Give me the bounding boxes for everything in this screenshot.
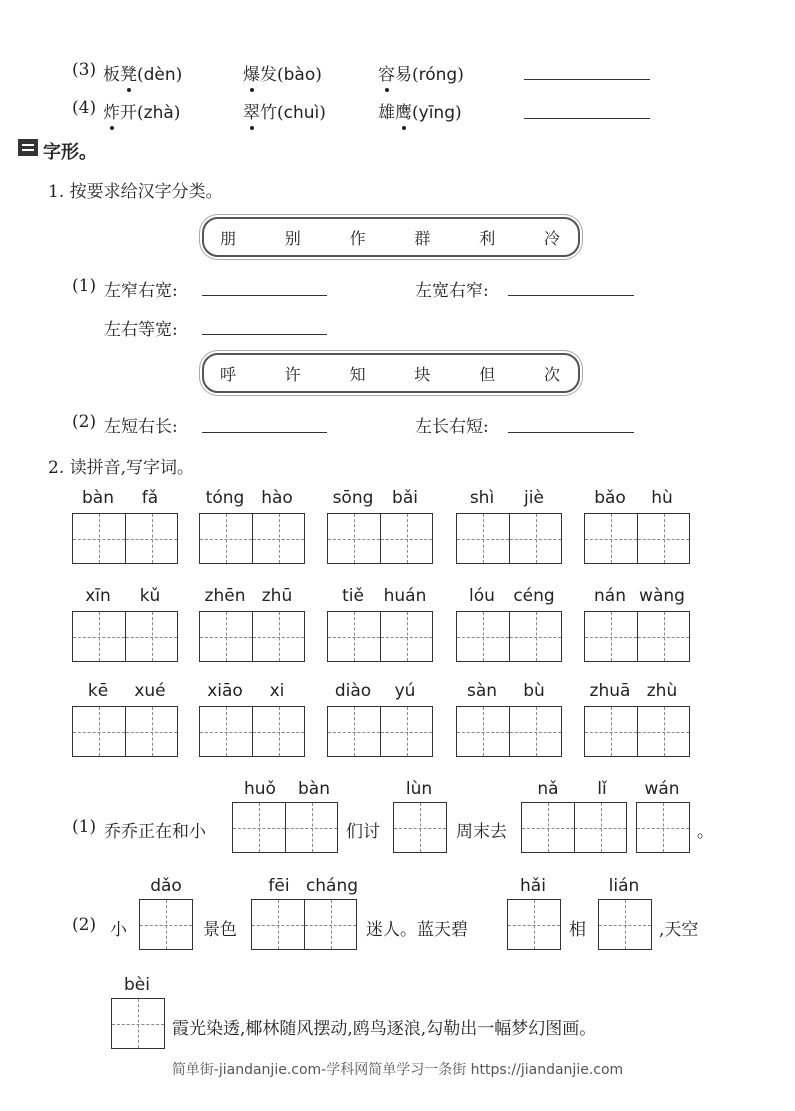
s2-text-5: ,天空 — [659, 920, 699, 940]
word-writing-box[interactable] — [456, 706, 562, 757]
word-pinyin: bàn — [82, 488, 114, 508]
word-pinyin: jiè — [524, 488, 544, 508]
cloud-char: 别 — [284, 228, 303, 248]
s2-pinyin-4: lián — [608, 876, 640, 896]
word-pinyin: tiě — [342, 586, 364, 606]
s2-pinyin-2b: cháng — [305, 876, 359, 896]
word-writing-box[interactable] — [584, 513, 690, 564]
word-pinyin: zhēn — [204, 586, 246, 606]
word-pinyin: wàng — [639, 586, 685, 606]
answer-line-p1b[interactable] — [508, 295, 634, 296]
word-pinyin: zhuā — [589, 681, 631, 701]
q2-title: 2. 读拼音,写字词。 — [48, 458, 195, 478]
word-pinyin: yú — [394, 681, 416, 701]
cloud-char: 利 — [479, 228, 498, 248]
s2-text-6: 霞光染透,椰林随风摆动,鸥鸟逐浪,勾勒出一幅梦幻图画。 — [172, 1019, 597, 1039]
s1-num: (1) — [72, 817, 97, 837]
cloud-char: 作 — [349, 228, 368, 248]
s1-box-1[interactable] — [232, 802, 338, 853]
word-pinyin: bù — [523, 681, 545, 701]
s2-text-1: 小 — [110, 920, 127, 940]
answer-line-p2a[interactable] — [202, 432, 327, 433]
word-pinyin: kǔ — [139, 586, 161, 606]
cloud-char: 但 — [479, 364, 498, 384]
q1-part2-label-a: 左短右长: — [104, 417, 178, 437]
word-pinyin: céng — [513, 586, 555, 606]
word-pinyin: hù — [651, 488, 673, 508]
row-3-num: (3) — [72, 60, 97, 80]
word-writing-box[interactable] — [72, 513, 178, 564]
cloud-char: 呼 — [220, 364, 239, 384]
word-pinyin: tóng — [205, 488, 245, 508]
char-cloud-2 — [202, 353, 580, 393]
word-pinyin: fǎ — [141, 488, 159, 508]
word-pinyin: sōng — [332, 488, 374, 508]
word-writing-box[interactable] — [199, 513, 305, 564]
s1-box-4[interactable] — [636, 802, 690, 853]
s2-text-4: 相 — [569, 920, 586, 940]
footer: 简单街-jiandanjie.com-学科网简单学习一条街 https://jiandanjie.com — [171, 1062, 624, 1078]
word-writing-box[interactable] — [584, 611, 690, 662]
cloud-char: 块 — [414, 364, 433, 384]
row-4-item-1: 炸开(zhà) — [103, 103, 181, 123]
s1-pinyin-1a: huǒ — [244, 779, 276, 799]
s2-box-1[interactable] — [139, 899, 193, 950]
word-pinyin: zhū — [261, 586, 293, 606]
s1-text-3: 周末去 — [456, 822, 507, 842]
s1-text-2: 们讨 — [346, 822, 380, 842]
s2-num: (2) — [72, 915, 97, 935]
word-pinyin: sàn — [466, 681, 498, 701]
row-3-item-2: 爆发(bào) — [243, 65, 322, 85]
s2-pinyin-1: dǎo — [150, 876, 182, 896]
word-pinyin: bǎi — [392, 488, 418, 508]
word-pinyin: lóu — [469, 586, 495, 606]
s2-box-5[interactable] — [111, 998, 165, 1049]
cloud-char: 朋 — [220, 228, 239, 248]
s2-box-4[interactable] — [598, 899, 652, 950]
cloud-char: 许 — [284, 364, 303, 384]
word-pinyin: xīn — [85, 586, 111, 606]
word-pinyin: bǎo — [594, 488, 626, 508]
s1-pinyin-3a: nǎ — [537, 779, 559, 799]
s2-text-2: 景色 — [203, 920, 237, 940]
row-3-item-1: 板凳(dèn) — [103, 65, 183, 85]
word-writing-box[interactable] — [456, 513, 562, 564]
answer-line-3[interactable] — [524, 79, 650, 80]
row-3-item-3: 容易(róng) — [378, 65, 464, 85]
word-pinyin: xué — [134, 681, 166, 701]
answer-line-p2b[interactable] — [508, 432, 634, 433]
word-writing-box[interactable] — [72, 706, 178, 757]
char-cloud-1 — [202, 217, 580, 257]
section-badge — [18, 139, 38, 156]
s2-box-2[interactable] — [251, 899, 357, 950]
answer-line-p1c[interactable] — [202, 334, 327, 335]
q1-part1-label-b: 左宽右窄: — [415, 281, 489, 301]
word-pinyin: kē — [87, 681, 109, 701]
s1-pinyin-4: wán — [644, 779, 680, 799]
word-writing-box[interactable] — [199, 706, 305, 757]
s1-box-2[interactable] — [393, 802, 447, 853]
row-4-item-2: 翠竹(chuì) — [243, 103, 326, 123]
q1-part1-num: (1) — [72, 276, 97, 296]
q1-title: 1. 按要求给汉字分类。 — [48, 182, 223, 202]
s1-text-4: 。 — [697, 822, 714, 842]
word-pinyin: shì — [469, 488, 495, 508]
s2-pinyin-5: bèi — [124, 975, 150, 995]
word-pinyin: diào — [334, 681, 372, 701]
row-4-item-3: 雄鹰(yīng) — [378, 103, 462, 123]
word-pinyin: huán — [383, 586, 427, 606]
word-writing-box[interactable] — [327, 706, 433, 757]
q1-part2-label-b: 左长右短: — [415, 417, 489, 437]
word-pinyin: hào — [261, 488, 293, 508]
word-pinyin: xiāo — [207, 681, 243, 701]
q1-part2-num: (2) — [72, 412, 97, 432]
s2-box-3[interactable] — [507, 899, 561, 950]
cloud-char: 群 — [414, 228, 433, 248]
answer-line-4[interactable] — [524, 118, 650, 119]
s1-pinyin-3b: lǐ — [597, 779, 607, 799]
s2-pinyin-2a: fēi — [268, 876, 290, 896]
word-pinyin: zhù — [646, 681, 678, 701]
s1-box-3[interactable] — [521, 802, 627, 853]
s1-pinyin-1b: bàn — [298, 779, 330, 799]
row-4-num: (4) — [72, 98, 97, 118]
s2-pinyin-3: hǎi — [520, 876, 546, 896]
word-pinyin: nán — [594, 586, 626, 606]
cloud-char: 冷 — [543, 228, 562, 248]
cloud-char: 次 — [543, 364, 562, 384]
word-writing-box[interactable] — [72, 611, 178, 662]
word-pinyin: xi — [269, 681, 285, 701]
answer-line-p1a[interactable] — [202, 295, 327, 296]
word-writing-box[interactable] — [199, 611, 305, 662]
cloud-char: 知 — [349, 364, 368, 384]
s1-pinyin-2: lùn — [405, 779, 433, 799]
s1-text-1: 乔乔正在和小 — [104, 822, 206, 842]
word-writing-box[interactable] — [327, 611, 433, 662]
q1-part1-label-a: 左窄右宽: — [104, 281, 178, 301]
section-title: 字形。 — [43, 142, 97, 163]
word-writing-box[interactable] — [584, 706, 690, 757]
s2-text-3: 迷人。蓝天碧 — [366, 920, 468, 940]
q1-part1-label-c: 左右等宽: — [104, 320, 178, 340]
word-writing-box[interactable] — [327, 513, 433, 564]
word-writing-box[interactable] — [456, 611, 562, 662]
